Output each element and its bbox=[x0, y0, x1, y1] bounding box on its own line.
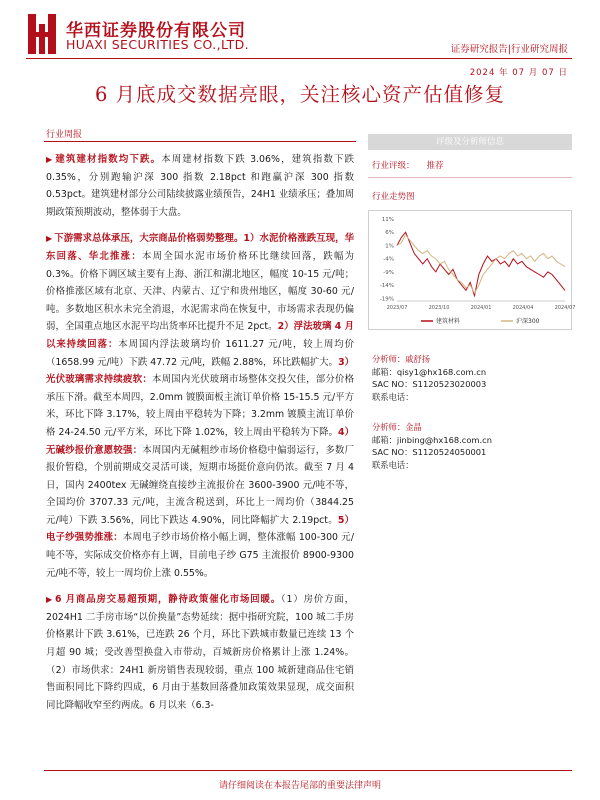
huaxi-logo-icon bbox=[28, 14, 58, 54]
para-lead: 建筑建材指数均下跌。 bbox=[55, 154, 162, 165]
para-lead: 6 月商品房交易超预期，静待政策催化市场回暖。 bbox=[55, 594, 281, 606]
x-tick-label: 2024/01 bbox=[470, 305, 492, 311]
analyst-block-1 bbox=[368, 353, 572, 403]
y-tick-label: 6% bbox=[385, 230, 394, 237]
rating-value: 推荐 bbox=[426, 161, 444, 171]
industry-rating bbox=[368, 159, 572, 171]
company-name-cn: 华西证券股份有限公司 bbox=[66, 21, 246, 41]
section-divider bbox=[44, 141, 356, 142]
bullet-icon: ▶ bbox=[46, 234, 53, 244]
sidebar bbox=[368, 134, 576, 471]
page-header bbox=[0, 0, 600, 78]
company-name-en: HUAXI SECURITIES CO.,LTD. bbox=[66, 37, 250, 52]
analyst-sac: SAC NO：S1120523020003 bbox=[372, 379, 487, 389]
footer-divider bbox=[44, 770, 572, 771]
y-tick-label: -4% bbox=[383, 256, 394, 263]
para-lead: 下游需求总体承压，大宗商品价格弱势整理。1）水泥价格涨跌互现，华东回落、华北推涨： bbox=[46, 233, 355, 262]
sidebar-header: 评级及分析师信息 bbox=[368, 134, 572, 150]
y-tick-label: -14% bbox=[379, 283, 394, 290]
para-body: 本周电子纱市场价格小幅上调，整体涨幅 100-300 元/吨不等，实际成交价格亦有上调，目前电子纱 G75 主流报价 8900-9300 元/吨不等，较上一周均价上涨 0.55%。 bbox=[46, 532, 354, 579]
para-body: （1）房价方面，2024H1 二手房市场“以价换量”态势延续：据中指研究院，100 城二手房价格累计下跌 3.61%，已连跌 26 个月，环比下跌城市数量已连续 13 个月超 90 城；受改善型换盘入市带动，百城新房价格累计上涨 1.24%。（2）市场供求：24H1 新房销售表现较弱，重点 100 城新建商品住宅销售面积同比下降约四成，6 月由于基数回落叠加政策效果显现，成交面积同比降幅收窄至约两成。6 月以来（6.3- bbox=[46, 594, 354, 711]
y-tick-label: 1% bbox=[385, 243, 394, 250]
trend-chart-svg bbox=[369, 211, 576, 331]
x-tick-label: 2024/07 bbox=[554, 305, 576, 311]
x-tick-label: 2023/07 bbox=[386, 305, 408, 311]
analyst-email: 邮箱：jinbing@hx168.com.cn bbox=[372, 434, 492, 445]
subhead-e-yarn: 5）电子纱强势推涨： bbox=[46, 514, 354, 544]
trend-chart bbox=[368, 210, 576, 330]
subhead-fiberglass: 4）无碱纱报价意愿较强： bbox=[46, 426, 354, 456]
analyst-phone: 联系电话： bbox=[372, 391, 414, 402]
para-body: 本周国内无碱粗纱市场价格稳中偏弱运行，多数厂报价暂稳，个别前期成交灵活可谈，短期市场挺价意向仍浓。截至 7 月 4 日，国内 2400tex 无碱缠绕直接纱主流报价在 3600-3900 元/吨不等，全国均价 3707.33 元/吨，主流含税送到，环比上一周均价（3844.25 元/吨）下跌 3.56%，同比下跌达 4.90%，同比降幅扩大 2.19pct。 bbox=[46, 444, 354, 526]
analyst-phone: 联系电话： bbox=[372, 459, 414, 470]
paragraph-property bbox=[46, 591, 354, 714]
report-title: 6 月底成交数据亮眼，关注核心资产估值修复 bbox=[94, 83, 506, 106]
analyst-title: 分析师： bbox=[372, 354, 406, 364]
paragraph-materials bbox=[46, 230, 354, 582]
y-tick-label: -19% bbox=[379, 296, 394, 303]
y-tick-label: -9% bbox=[383, 269, 394, 276]
report-type: 证券研究报告|行业研究周报 bbox=[450, 44, 568, 55]
main-body bbox=[46, 151, 354, 723]
series-line-0 bbox=[397, 232, 565, 296]
bullet-icon: ▶ bbox=[46, 155, 54, 164]
analyst-block-2 bbox=[368, 421, 572, 471]
header-divider bbox=[26, 58, 572, 59]
subhead-float-glass: 2）浮法玻璃 4 月以来持续回落： bbox=[46, 321, 354, 350]
para-body: 本周全国水泥市场价格环比继续回落，跌幅为 0.3%。价格下调区域主要有上海、浙江和湖北地区，幅度 10-15 元/吨；价格推涨区域有北京、天津、内蒙古、辽宁和贵州地区，幅度 30-60 元/吨。多数地区积水未完全消退，水泥需求尚在恢复中，市场需求表现仍偏弱，全国重点地区水泥平均出货率环比提升不足 2pct。 bbox=[46, 250, 354, 333]
x-tick-label: 2023/10 bbox=[428, 305, 450, 311]
sidebar-divider bbox=[368, 177, 572, 178]
analyst-title: 分析师： bbox=[372, 422, 406, 432]
analyst-name: 金晶 bbox=[405, 422, 422, 432]
legal-notice: 请仔细阅读在本报告尾部的重要法律声明 bbox=[218, 781, 381, 791]
analyst-sac: SAC NO：S1120524050001 bbox=[372, 447, 487, 457]
para-body: 本周国内光伏玻璃市场整体交投欠佳，部分价格承压下滑。截至本周四，2.0mm 镀膜面板主流订单价格 15-15.5 元/平方米，环比下降 3.17%，较上周由平稳转为下降；3.2mm 镀膜主流订单价格 24-24.50 元/平方米，环比下降 1.02%，较上周由平稳转为下降。 bbox=[46, 374, 354, 438]
y-tick-label: 11% bbox=[381, 217, 394, 223]
bullet-icon: ▶ bbox=[46, 595, 54, 605]
analyst-name: 戚舒扬 bbox=[405, 354, 431, 364]
report-date: 2024 年 07 月 07 日 bbox=[469, 68, 568, 78]
trend-chart-label: 行业走势图 bbox=[372, 192, 415, 202]
para-body: 本周国内浮法玻璃均价 1611.27 元/吨，较上周均价（1658.99 元/吨）下跌 47.72 元/吨，跌幅 2.88%，环比跌幅扩大。 bbox=[46, 338, 354, 368]
analyst-email: 邮箱：qisy1@hx168.com.cn bbox=[372, 366, 487, 377]
legend-label: 沪深300 bbox=[516, 318, 540, 325]
section-label: 行业周报 bbox=[46, 130, 83, 140]
rating-label: 行业评级： bbox=[372, 161, 415, 171]
x-tick-label: 2024/04 bbox=[512, 305, 534, 311]
legend-label: 建筑材料 bbox=[436, 318, 461, 325]
paragraph-index bbox=[46, 151, 354, 221]
subhead-pv-glass: 3）光伏玻璃需求持续疲软： bbox=[46, 356, 354, 386]
para-body: 本周建材指数下跌 3.06%，建筑指数下跌 0.35%，分别跑输沪深 300 指数 2.18pct 和跑赢沪深 300 指数 0.53pct。建筑建材部分公司陆续披露业绩预告，24H1 业绩承压；叠加周期政策预期波动，整体弱于大盘。 bbox=[46, 154, 354, 218]
